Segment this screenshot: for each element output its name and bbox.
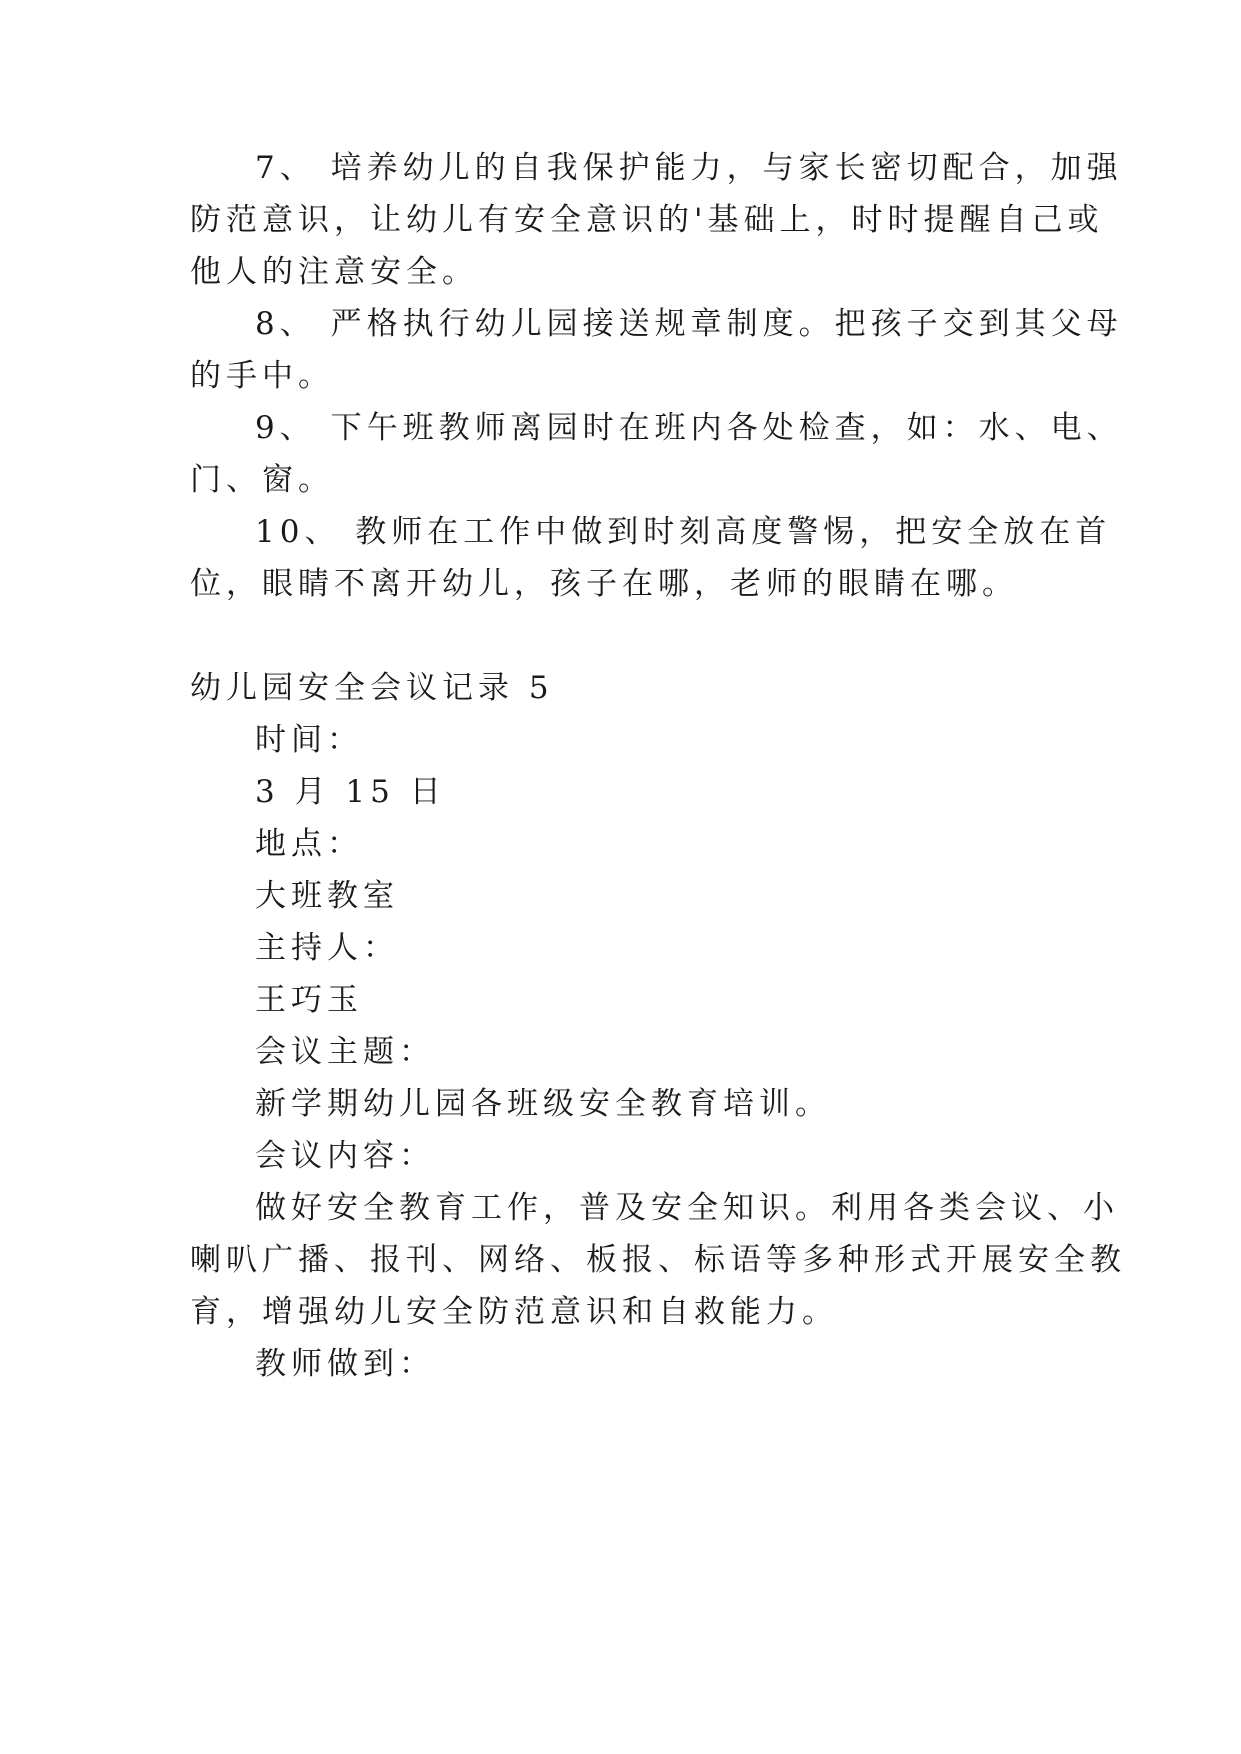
item-9-line-1: 9、 下午班教师离园时在班内各处检查，如：水、电、 [255, 410, 1123, 446]
item-7-line-2: 防范意识，让幼儿有安全意识的'基础上，时时提醒自己或 [190, 202, 1104, 238]
content-label: 会议内容： [255, 1138, 435, 1174]
place-label: 地点： [255, 826, 363, 862]
item-9-line-2: 门、窗。 [190, 462, 334, 498]
content-line-1: 做好安全教育工作，普及安全知识。利用各类会议、小 [255, 1190, 1119, 1226]
content-line-2: 喇叭广播、报刊、网络、板报、标语等多种形式开展安全教 [190, 1242, 1126, 1278]
topic-value: 新学期幼儿园各班级安全教育培训。 [255, 1086, 831, 1122]
host-value: 王巧玉 [255, 982, 363, 1018]
topic-label: 会议主题： [255, 1034, 435, 1070]
item-8-line-1: 8、 严格执行幼儿园接送规章制度。把孩子交到其父母 [255, 306, 1123, 342]
time-label: 时间： [255, 722, 363, 758]
item-7-line-3: 他人的注意安全。 [190, 254, 478, 290]
time-value: 3 月 15 日 [255, 774, 446, 810]
host-label: 主持人： [255, 930, 399, 966]
teacher-label: 教师做到： [255, 1346, 435, 1382]
item-7-line-1: 7、 培养幼儿的自我保护能力，与家长密切配合，加强 [255, 150, 1123, 186]
content-line-3: 育，增强幼儿安全防范意识和自救能力。 [190, 1294, 838, 1330]
item-10-line-2: 位，眼睛不离开幼儿，孩子在哪，老师的眼睛在哪。 [190, 566, 1018, 602]
item-8-line-2: 的手中。 [190, 358, 334, 394]
place-value: 大班教室 [255, 878, 399, 914]
section-title: 幼儿园安全会议记录 5 [190, 670, 554, 706]
item-10-line-1: 10、 教师在工作中做到时刻高度警惕，把安全放在首 [255, 514, 1112, 550]
